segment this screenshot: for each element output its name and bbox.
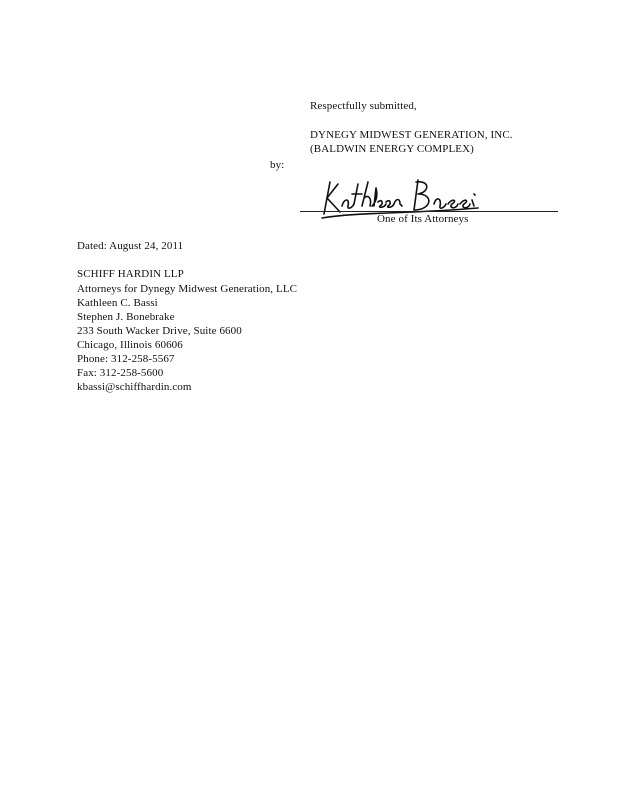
address-line-1: 233 South Wacker Drive, Suite 6600 [77,325,242,337]
signature-line [300,211,558,212]
counsel-role: Attorneys for Dynegy Midwest Generation, LLC [77,283,298,295]
party-name: DYNEGY MIDWEST GENERATION, INC. [310,129,513,141]
firm-name: SCHIFF HARDIN LLP [77,268,184,280]
fax-number: Fax: 312-258-5600 [77,367,164,379]
signer-caption: One of Its Attorneys [377,213,469,225]
dated-line: Dated: August 24, 2011 [77,240,184,252]
attorney-name-2: Stephen J. Bonebrake [77,311,175,323]
attorney-name-1: Kathleen C. Bassi [77,297,158,309]
address-line-2: Chicago, Illinois 60606 [77,339,183,351]
party-facility: (BALDWIN ENERGY COMPLEX) [310,143,474,155]
email-address: kbassi@schiffhardin.com [77,381,192,393]
phone-number: Phone: 312-258-5567 [77,353,175,365]
closing-text: Respectfully submitted, [310,100,417,112]
signature-area [300,160,565,230]
by-label: by: [270,159,285,171]
